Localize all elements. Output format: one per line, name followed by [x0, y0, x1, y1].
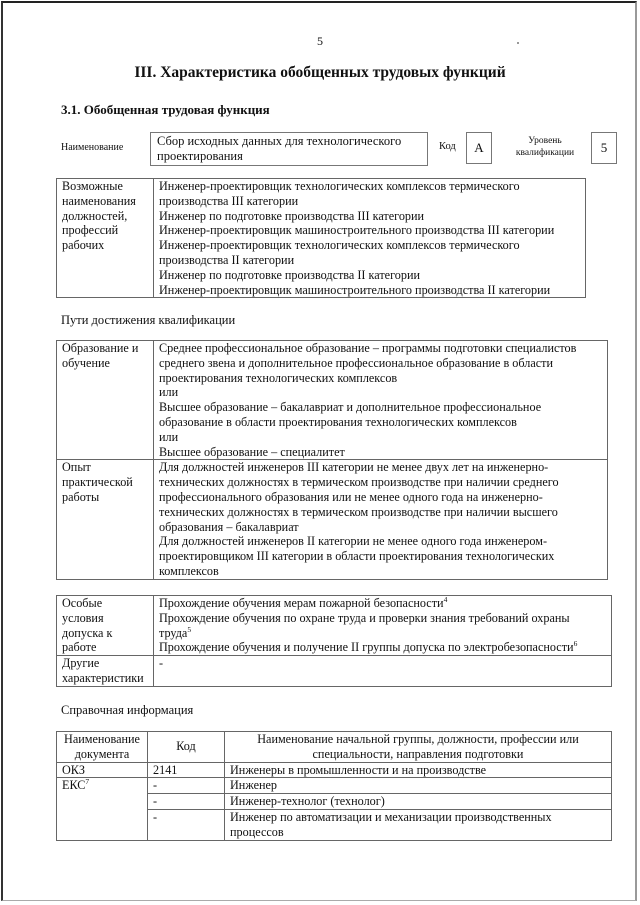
code-cell: 2141 [148, 762, 225, 778]
table-row [57, 656, 612, 687]
positions-value-cell [154, 179, 586, 298]
experience-line: Для должностей инженеров III категории не менее двух лет на инженерно- [159, 460, 549, 475]
reference-table [56, 731, 612, 841]
label-line: работе [62, 640, 97, 655]
label-line: характеристики [62, 670, 144, 685]
education-line: Высшее образование – специалитет [159, 444, 345, 459]
label-line: Другие [62, 656, 100, 671]
experience-line: профессионального образования или не менее одного года на инженерно- [159, 489, 543, 504]
label-line: допуска к [62, 625, 113, 640]
education-label-cell [57, 341, 154, 460]
name-cell [225, 778, 612, 794]
table-row [57, 762, 612, 778]
column-header-document [57, 732, 148, 763]
label-line: наименования [62, 193, 136, 208]
label-line: обучение [62, 355, 110, 370]
positions-table [56, 178, 586, 298]
function-name-line: проектирования [157, 149, 243, 163]
experience-value-cell [154, 460, 608, 579]
position-line: производства III категории [159, 193, 299, 208]
label-line: профессий [62, 223, 119, 238]
level-value-box: 5 [591, 132, 617, 164]
special-conditions-label-cell [57, 596, 154, 656]
name-line: Инженер [230, 778, 278, 793]
level-label-line: квалификации [515, 148, 575, 158]
condition-text: Прохождение обучения мерам пожарной безопасности [159, 596, 444, 610]
column-header-code [148, 732, 225, 763]
label-line: должностей, [62, 208, 128, 223]
experience-line: комплексов [159, 563, 219, 578]
document-name: ЕКС [62, 778, 86, 793]
name-cell [225, 762, 612, 778]
reference-info-heading: Справочная информация [61, 703, 194, 717]
document-cell [57, 762, 148, 778]
experience-line: Для должностей инженеров II категории не менее одного года инженером- [159, 534, 548, 549]
table-row [57, 596, 612, 656]
header-line: Наименование начальной группы, должности, профессии или [257, 732, 579, 746]
qualification-paths-table [56, 340, 608, 580]
header-line: специальности, направления подготовки [312, 746, 524, 761]
special-conditions-value-cell [154, 596, 612, 656]
section-title: III. Характеристика обобщенных трудовых функций [134, 64, 506, 81]
header-line: Наименование [64, 732, 140, 746]
experience-label-cell [57, 460, 154, 579]
education-line: проектирования технологических комплексов [159, 370, 398, 385]
position-line: производства II категории [159, 252, 295, 267]
experience-line: технических должностях в термическом производстве при наличии среднего [159, 475, 559, 490]
document-cell [57, 778, 148, 840]
name-line: процессов [230, 824, 284, 839]
experience-line: технических должностях в термическом производстве при наличии высшего [159, 504, 558, 519]
label-line: Образование и [62, 341, 139, 355]
condition-line [159, 596, 606, 611]
function-name-box [150, 132, 428, 166]
name-line: Инженер-технолог (технолог) [230, 794, 385, 809]
table-row [57, 778, 612, 794]
positions-label-cell [57, 179, 154, 298]
function-name-line: Сбор исходных данных для технологического [157, 134, 402, 148]
footnote-ref: 5 [187, 624, 192, 634]
code-cell: - [148, 778, 225, 794]
education-line: или [159, 385, 179, 400]
other-characteristics-label-cell [57, 656, 154, 687]
education-line: Высшее образование – бакалавриат и дополнительное профессиональное [159, 400, 542, 415]
table-row [57, 179, 586, 298]
position-line: Инженер-проектировщик машиностроительного производства II категории [159, 282, 551, 297]
qualification-paths-heading: Пути достижения квалификации [61, 313, 236, 327]
name-line: Инженеры в промышленности и на производстве [230, 762, 487, 777]
position-line: Инженер по подготовке производства II категории [159, 267, 421, 282]
position-line: Инженер-проектировщик технологических комплексов термического [159, 179, 520, 193]
level-label-line: Уровень [528, 136, 562, 146]
subsection-title: 3.1. Обобщенная трудовая функция [61, 102, 270, 117]
position-line: Инженер по подготовке производства III категории [159, 208, 425, 223]
education-line: Среднее профессиональное образование – программы подготовки специалистов [159, 341, 577, 355]
condition-text: Прохождение обучения по охране труда и проверки знания требований охраны [159, 610, 570, 625]
label-line: условия [62, 610, 104, 625]
position-line: Инженер-проектировщик машиностроительного производства III категории [159, 223, 555, 238]
footnote-ref: 6 [573, 639, 578, 649]
code-value-box: A [466, 132, 492, 164]
education-line: образование в области проектирования технологических комплексов [159, 414, 517, 429]
experience-line: образования – бакалавриат [159, 519, 299, 534]
footnote-ref: 7 [85, 777, 90, 787]
name-label: Наименование [61, 142, 124, 153]
education-line: или [159, 429, 179, 444]
education-value-cell [154, 341, 608, 460]
other-characteristics-value-cell [154, 656, 612, 687]
label-line: рабочих [62, 238, 105, 253]
page-number: 5 [317, 34, 323, 48]
name-cell [225, 809, 612, 840]
condition-text: труда [159, 625, 188, 640]
table-row [57, 341, 608, 460]
condition-line [159, 640, 606, 655]
table-header-row [57, 732, 612, 763]
condition-text: Прохождение обучения и получение II группы допуска по электробезопасности [159, 640, 574, 655]
experience-line: проектировщиком III категории в области проектирования технологических [159, 549, 555, 564]
name-line: Инженер по автоматизации и механизации производственных [230, 809, 552, 824]
document-name: ОКЗ [62, 762, 86, 777]
condition-line [159, 611, 606, 626]
position-line: Инженер-проектировщик технологических комплексов термического [159, 238, 520, 253]
level-label [505, 135, 585, 159]
label-line: работы [62, 489, 100, 504]
column-header-name [225, 732, 612, 763]
label-line: Возможные [62, 179, 123, 193]
code-cell: - [148, 809, 225, 840]
label-line: практической [62, 475, 133, 490]
header-line: документа [74, 746, 130, 761]
footnote-ref: 4 [443, 594, 448, 604]
code-cell: - [148, 794, 225, 810]
education-line: среднего звена и дополнительное профессиональное образование в области [159, 355, 553, 370]
header-line: Код [176, 739, 196, 754]
label-line: Особые [62, 596, 103, 610]
name-cell [225, 794, 612, 810]
condition-line [159, 626, 606, 641]
scan-speck [517, 42, 519, 44]
other-characteristics-value: - [159, 656, 164, 671]
label-line: Опыт [62, 460, 91, 475]
admission-table [56, 595, 612, 687]
code-label: Код [439, 141, 456, 152]
table-row [57, 460, 608, 579]
